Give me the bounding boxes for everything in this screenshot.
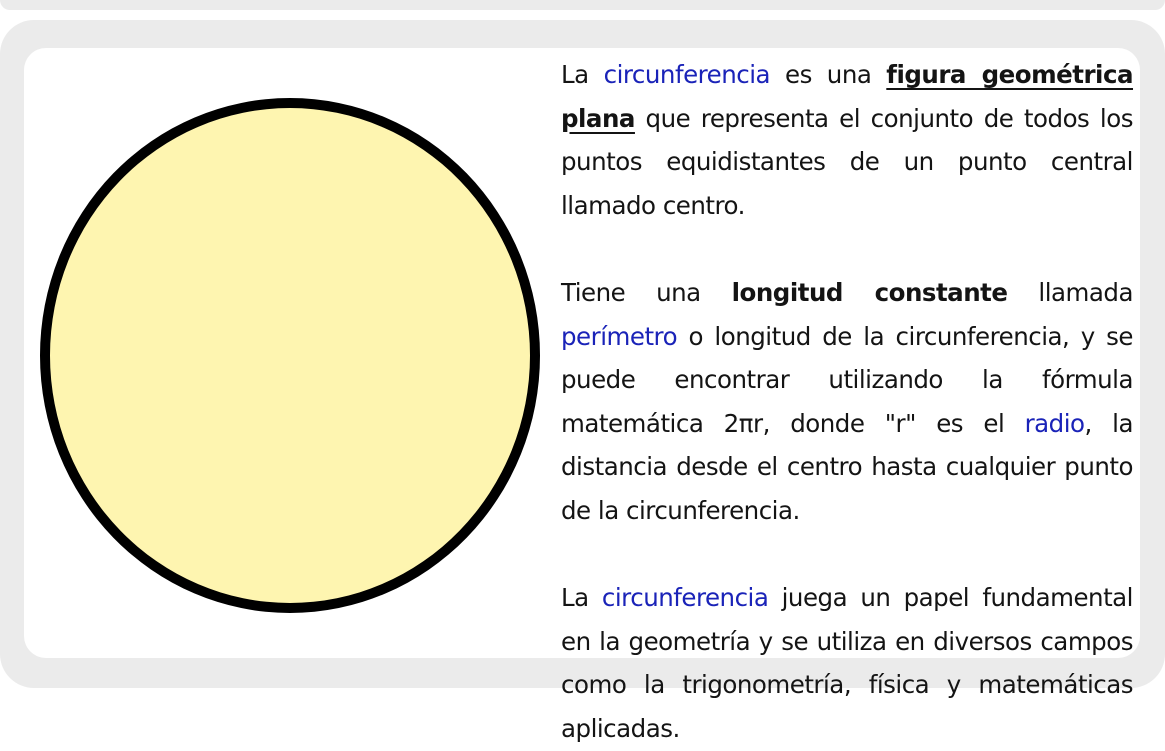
bold-longitud-constante: longitud constante (731, 277, 1008, 307)
keyword-radio: radio (1024, 408, 1085, 438)
link-figura-geometrica-plana[interactable]: figura geométrica plana (561, 60, 1134, 133)
card-body (24, 48, 1140, 743)
paragraph-importance: La circunferencia juega un papel fundamental en la geometría y se utiliza en diversos campos como la trigonometría, física y matemáticas aplicadas. (561, 583, 1133, 743)
paragraph-definition: La circunferencia es una figura geométrica plana que representa el conjunto de todos los puntos equidistantes de un punto central llamado centro. (561, 60, 1134, 220)
keyword-circunferencia: circunferencia (601, 583, 769, 613)
content-card (0, 20, 1165, 743)
previous-card-edge (0, 0, 1165, 10)
paragraph-perimeter: Tiene una longitud constante llamada perímetro o longitud de la circunferencia, y se puede encontrar utilizando la fórmula matemática 2πr, donde "r" es el radio, la distancia desde el centro hasta cualquier punto de la circunferencia. (561, 277, 1133, 525)
keyword-perimetro: perímetro (561, 321, 678, 351)
circle-illustration (40, 98, 540, 613)
keyword-circunferencia: circunferencia (603, 60, 771, 89)
description-text (561, 53, 1133, 751)
